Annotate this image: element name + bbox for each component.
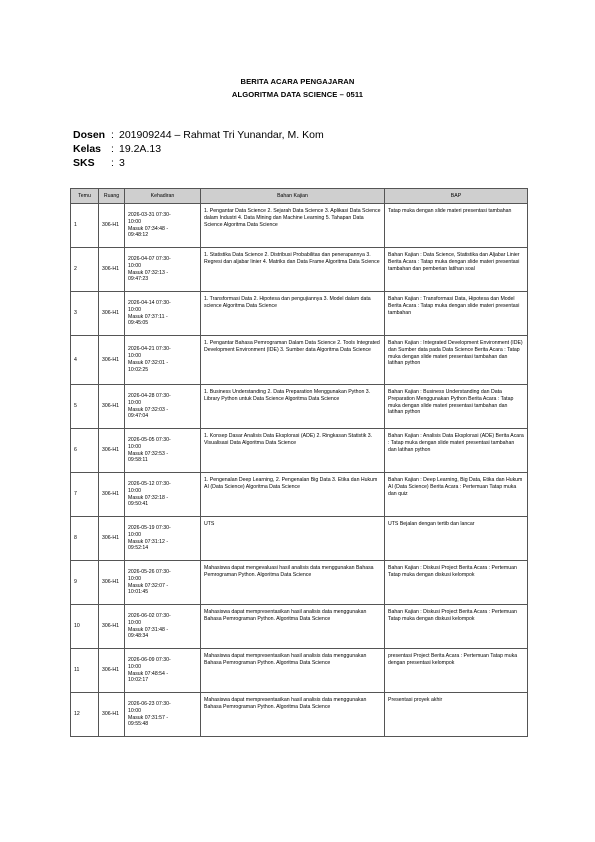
cell-kehadiran bbox=[125, 429, 201, 473]
table-row bbox=[71, 649, 528, 693]
cell-ruang: 306-H1 bbox=[99, 336, 125, 385]
kehadiran-line: 10:01:45 bbox=[128, 589, 149, 596]
dosen-label: Dosen bbox=[73, 129, 106, 141]
kehadiran-line: 09:47:04 bbox=[128, 413, 149, 420]
kehadiran-line: 10:00 bbox=[128, 218, 141, 225]
cell-ruang: 306-H1 bbox=[99, 693, 125, 737]
kehadiran-line: 10:00 bbox=[128, 619, 141, 626]
kehadiran-line: 09:48:12 bbox=[128, 232, 149, 239]
kehadiran-line: 10:00 bbox=[128, 306, 141, 313]
kehadiran-line: 2026-04-28 07:30- bbox=[128, 392, 171, 399]
cell-temu: 12 bbox=[71, 693, 99, 737]
kehadiran-line: 2026-06-02 07:30- bbox=[128, 612, 171, 619]
cell-ruang: 306-H1 bbox=[99, 649, 125, 693]
cell-ruang: 306-H1 bbox=[99, 429, 125, 473]
cell-bap: Bahan Kajian : Data Science, Statistika dan Aljabar Linier Berita Acara : Tatap muka dengan slide materi presentasi tambahan dan pemberian latihan soal bbox=[385, 248, 528, 292]
table-row bbox=[71, 429, 528, 473]
cell-bap: Tatap muka dengan slide materi presentasi tambahan bbox=[385, 204, 528, 248]
kehadiran-line: 2026-05-05 07:30- bbox=[128, 436, 171, 443]
header-temu: Temu bbox=[71, 189, 99, 204]
kehadiran-line: 10:00 bbox=[128, 487, 141, 494]
cell-bahan-kajian: 1. Pengantar Bahasa Pemrograman Dalam Data Science 2. Tools Integrated Development Environment (IDE) 3. Sumber data Algoritma Data Science bbox=[201, 336, 385, 385]
cell-bap: Bahan Kajian : Diskusi Project Berita Acara : Pertemuan Tatap muka dengan diskusi kelompok bbox=[385, 561, 528, 605]
kehadiran-line: 09:45:05 bbox=[128, 320, 149, 327]
kehadiran-line: 2026-05-26 07:30- bbox=[128, 568, 171, 575]
kehadiran-line: Masuk 07:32:53 - bbox=[128, 450, 169, 457]
cell-temu: 6 bbox=[71, 429, 99, 473]
kehadiran-line: 2026-04-07 07:30- bbox=[128, 255, 171, 262]
cell-bap: Bahan Kajian : Deep Learning, Big Data, Etika dan Hukum AI (Data Science) Berita Acara : Pertemuan Tatap muka dan quiz bbox=[385, 473, 528, 517]
cell-ruang: 306-H1 bbox=[99, 605, 125, 649]
kehadiran-line: 10:00 bbox=[128, 663, 141, 670]
cell-temu: 1 bbox=[71, 204, 99, 248]
cell-kehadiran bbox=[125, 473, 201, 517]
kehadiran-line: 2026-03-31 07:30- bbox=[128, 211, 171, 218]
cell-bap: Presentasi proyek akhir bbox=[385, 693, 528, 737]
kehadiran-line: Masuk 07:32:07 - bbox=[128, 582, 169, 589]
cell-bahan-kajian: 1. Konsep Dasar Analisis Data Eksplorasi (ADE) 2. Ringkasan Statistik 3. Visualisasi Data Algoritma Data Science bbox=[201, 429, 385, 473]
header-bap: BAP bbox=[385, 189, 528, 204]
table-row bbox=[71, 292, 528, 336]
cell-temu: 3 bbox=[71, 292, 99, 336]
cell-bap: presentasi Project Berita Acara : Pertemuan Tatap muka dengan presentasi kelompok bbox=[385, 649, 528, 693]
kehadiran-line: Masuk 07:31:48 - bbox=[128, 626, 169, 633]
cell-kehadiran bbox=[125, 248, 201, 292]
kehadiran-line: 2026-04-14 07:30- bbox=[128, 299, 171, 306]
cell-ruang: 306-H1 bbox=[99, 561, 125, 605]
dosen-value: 201909244 – Rahmat Tri Yunandar, M. Kom bbox=[119, 129, 324, 141]
document-title: BERITA ACARA PENGAJARAN bbox=[240, 77, 355, 86]
kehadiran-line: Masuk 07:31:57 - bbox=[128, 714, 169, 721]
cell-temu: 7 bbox=[71, 473, 99, 517]
cell-temu: 11 bbox=[71, 649, 99, 693]
kehadiran-line: 09:55:48 bbox=[128, 721, 149, 728]
table-row bbox=[71, 248, 528, 292]
kehadiran-line: Masuk 07:48:54 - bbox=[128, 670, 169, 677]
kehadiran-line: Masuk 07:34:48 - bbox=[128, 225, 169, 232]
header-kehadiran: Kehadiran bbox=[125, 189, 201, 204]
cell-bahan-kajian: 1. Pengantar Data Science 2. Sejarah Data Science 3. Aplikasi Data Science dalam Industri 4. Data Mining dan Machine Learning 5. Tahapan Data Science Algoritma Data Science bbox=[201, 204, 385, 248]
table-row bbox=[71, 605, 528, 649]
cell-bahan-kajian: 1. Business Understanding 2. Data Preparation Menggunakan Python 3. Library Python untuk Data Science Algoritma Data Science bbox=[201, 385, 385, 429]
cell-bahan-kajian: UTS bbox=[201, 517, 385, 561]
attendance-table bbox=[70, 188, 528, 737]
cell-bap: UTS Bejalan dengan tertib dan lancar bbox=[385, 517, 528, 561]
kehadiran-line: 09:52:14 bbox=[128, 545, 149, 552]
kehadiran-line: 10:02:25 bbox=[128, 366, 149, 373]
kelas-value: 19.2A.13 bbox=[119, 143, 162, 155]
cell-bap: Bahan Kajian : Transformasi Data, Hipotesa dan Model Berita Acara : Tatap muka dengan slide materi presentasi tambahan bbox=[385, 292, 528, 336]
kehadiran-line: 2026-04-21 07:30- bbox=[128, 346, 171, 353]
table-row bbox=[71, 336, 528, 385]
cell-bahan-kajian: Mahasiswa dapat mempresentasikan hasil analisis data menggunakan Bahasa Pemrograman Python. Algoritma Data Science bbox=[201, 605, 385, 649]
cell-ruang: 306-H1 bbox=[99, 517, 125, 561]
cell-kehadiran bbox=[125, 204, 201, 248]
cell-kehadiran bbox=[125, 385, 201, 429]
sks-line bbox=[73, 157, 125, 170]
cell-bahan-kajian: Mahasiswa dapat mempresentasikan hasil analisis data menggunakan Bahasa Pemrograman Python. Algoritma Data Science bbox=[201, 693, 385, 737]
cell-temu: 4 bbox=[71, 336, 99, 385]
cell-ruang: 306-H1 bbox=[99, 292, 125, 336]
header-ruang: Ruang bbox=[99, 189, 125, 204]
kehadiran-line: Masuk 07:32:01 - bbox=[128, 360, 169, 366]
cell-kehadiran bbox=[125, 292, 201, 336]
kehadiran-line: Masuk 07:32:03 - bbox=[128, 406, 169, 413]
kelas-label: Kelas bbox=[73, 143, 102, 155]
table-row bbox=[71, 693, 528, 737]
cell-kehadiran bbox=[125, 605, 201, 649]
kehadiran-line: 10:02:17 bbox=[128, 677, 149, 684]
kehadiran-line: 10:00 bbox=[128, 443, 141, 450]
cell-ruang: 306-H1 bbox=[99, 204, 125, 248]
kehadiran-line: Masuk 07:32:13 - bbox=[128, 269, 169, 276]
cell-kehadiran bbox=[125, 561, 201, 605]
kehadiran-line: 2026-05-19 07:30- bbox=[128, 524, 171, 531]
kehadiran-line: 10:00 bbox=[128, 531, 141, 538]
cell-kehadiran bbox=[125, 693, 201, 737]
kehadiran-line: 10:00 bbox=[128, 262, 141, 269]
sks-label: SKS bbox=[73, 157, 95, 169]
cell-ruang: 306-H1 bbox=[99, 248, 125, 292]
cell-bap: Bahan Kajian : Analisis Data Eksplorasi (ADE) Berita Acara : Tatap muka dengan slide materi presentasi tambahan dan latihan python bbox=[385, 429, 528, 473]
cell-kehadiran bbox=[125, 517, 201, 561]
table-row bbox=[71, 204, 528, 248]
cell-bahan-kajian: Mahasiswa dapat mengevaluasi hasil analisis data menggunakan Bahasa Pemrograman Python. Algoritma Data Science bbox=[201, 561, 385, 605]
cell-temu: 9 bbox=[71, 561, 99, 605]
table-row bbox=[71, 385, 528, 429]
cell-ruang: 306-H1 bbox=[99, 473, 125, 517]
table-row bbox=[71, 517, 528, 561]
colon: : bbox=[111, 157, 114, 169]
cell-bahan-kajian: 1. Transformasi Data 2. Hipotesa dan pengujiannya 3. Model dalam data science Algoritma Data Science bbox=[201, 292, 385, 336]
kehadiran-line: 10:00 bbox=[128, 575, 141, 582]
kehadiran-line: 09:47:23 bbox=[128, 276, 149, 283]
cell-bahan-kajian: 1. Pengenalan Deep Learning, 2. Pengenalan Big Data 3. Etika dan Hukum AI (Data Science) Algoritma Data Science bbox=[201, 473, 385, 517]
table-row bbox=[71, 473, 528, 517]
kehadiran-line: 09:58:11 bbox=[128, 457, 148, 464]
cell-bap: Bahan Kajian : Diskusi Project Berita Acara : Pertemuan Tatap muka dengan diskusi kelompok bbox=[385, 605, 528, 649]
cell-kehadiran bbox=[125, 336, 201, 385]
cell-bahan-kajian: Mahasiswa dapat mempresentasikan hasil analisis data menggunakan Bahasa Pemrograman Python. Algoritma Data Science bbox=[201, 649, 385, 693]
cell-kehadiran bbox=[125, 649, 201, 693]
table-header-row bbox=[71, 189, 528, 204]
colon: : bbox=[111, 129, 114, 141]
kehadiran-line: 10:00 bbox=[128, 353, 141, 360]
header-bahan-kajian: Bahan Kajian bbox=[201, 189, 385, 204]
kehadiran-line: 2026-05-12 07:30- bbox=[128, 480, 171, 487]
colon: : bbox=[111, 143, 114, 155]
kehadiran-line: 10:00 bbox=[128, 707, 141, 714]
cell-bap: Bahan Kajian : Integrated Development Environment (IDE) dan Sumber data pada Data Science Berita Acara : Tatap muka dengan slide materi presentasi tambahan dan latihan python bbox=[385, 336, 528, 385]
kehadiran-line: 09:48:34 bbox=[128, 633, 149, 640]
cell-ruang: 306-H1 bbox=[99, 385, 125, 429]
sks-value: 3 bbox=[119, 157, 125, 169]
cell-temu: 10 bbox=[71, 605, 99, 649]
cell-bap: Bahan Kajian : Business Understanding dan Data Preparation Menggunakan Python Berita Acara : Tatap muka dengan slide materi presentasi tambahan dan latihan python bbox=[385, 385, 528, 429]
kehadiran-line: 2026-06-23 07:30- bbox=[128, 700, 171, 707]
cell-temu: 5 bbox=[71, 385, 99, 429]
kehadiran-line: Masuk 07:37:11 - bbox=[128, 313, 168, 320]
cell-temu: 8 bbox=[71, 517, 99, 561]
document-subtitle: ALGORITMA DATA SCIENCE – 0511 bbox=[231, 90, 364, 99]
kehadiran-line: 09:50:41 bbox=[128, 501, 149, 508]
dosen-line bbox=[73, 129, 324, 142]
table-row bbox=[71, 561, 528, 605]
kehadiran-line: Masuk 07:31:12 - bbox=[128, 538, 169, 545]
kehadiran-line: Masuk 07:32:18 - bbox=[128, 494, 169, 501]
cell-bahan-kajian: 1. Statistika Data Science 2. Distribusi Probabilitas dan penerapannya 3. Regresi dan aljabar linier 4. Matriks dan Data Frame Algoritma Data Science bbox=[201, 248, 385, 292]
kehadiran-line: 10:00 bbox=[128, 399, 141, 406]
kelas-line bbox=[73, 143, 161, 156]
kehadiran-line: 2026-06-09 07:30- bbox=[128, 656, 171, 663]
cell-temu: 2 bbox=[71, 248, 99, 292]
